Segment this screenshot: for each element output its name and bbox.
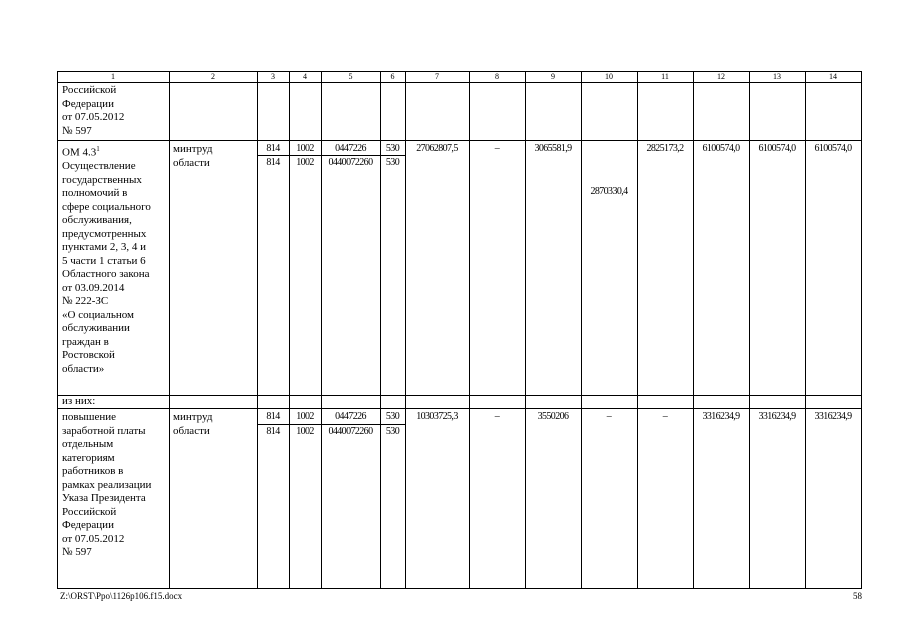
row-d-executor: [173, 411, 257, 438]
header-col-11: 11: [661, 72, 669, 81]
row-b-c12: 6100574,0: [702, 143, 740, 154]
row-a-line: Российской: [62, 84, 117, 96]
row-d-c6-1: 530: [385, 411, 400, 422]
row-d-c4-1: 1002: [296, 411, 314, 422]
row-b-line: сфере социального: [62, 200, 151, 213]
row-b-line: полномочий в: [62, 187, 128, 200]
header-col-13: 13: [773, 72, 781, 81]
row-c-bottom-border: [57, 408, 862, 409]
row-d-c5-1: 0447226: [335, 411, 366, 422]
row-b-line: 5 части 1 статьи 6: [62, 254, 146, 267]
row-b-line: от 03.09.2014: [62, 281, 125, 294]
header-col-14: 14: [829, 72, 837, 81]
row-a-bottom-border: [57, 140, 862, 141]
header-col-9: 9: [551, 72, 555, 81]
row-b-line: государственных: [62, 173, 142, 186]
row-b-c3-2: 814: [266, 157, 280, 168]
row-b-c6-1: 530: [385, 143, 400, 154]
row-b-line: пунктами 2, 3, 4 и: [62, 241, 147, 254]
header-col-4: 4: [303, 72, 307, 81]
row-b-c8: –: [494, 143, 500, 154]
row-d-c3-2: 814: [266, 426, 280, 437]
row-b-line: области»: [62, 362, 105, 375]
row-b-line: Осуществление: [62, 160, 136, 173]
footer-file-path: Z:\ORST\Ppo\1126p106.f15.docx: [60, 591, 183, 601]
row-b-c4-1: 1002: [296, 143, 314, 154]
row-d-line: № 597: [62, 546, 92, 558]
table-bottom-border: [57, 588, 862, 589]
row-d-c12: 3316234,9: [702, 411, 740, 422]
row-d-c9: 3550206: [537, 411, 569, 422]
row-b-line: Ростовской: [62, 349, 115, 362]
row-a-description: [62, 84, 168, 138]
row-b-c11: 2825173,2: [646, 143, 684, 154]
row-b-c13: 6100574,0: [758, 143, 796, 154]
executor-line: минтруд: [173, 411, 213, 423]
header-col-5: 5: [348, 72, 353, 81]
row-b-c7: 27062807,5: [416, 143, 458, 154]
header-col-6: 6: [390, 72, 395, 81]
row-b-c5-2: 0440072260: [328, 157, 373, 168]
row-b-line: обслуживании: [62, 322, 130, 335]
row-b-line: [62, 143, 168, 160]
header-col-8: 8: [495, 72, 499, 81]
row-b-line: граждан в: [62, 335, 109, 348]
row-d-line: Федерации: [62, 519, 114, 531]
header-col-1: 1: [111, 72, 115, 81]
row-d-line: категориям: [62, 451, 115, 464]
header-col-2: 2: [211, 72, 215, 81]
page-number: 58: [853, 591, 862, 601]
row-d-line: заработной платы: [62, 424, 146, 437]
row-d-c6-2: 530: [385, 426, 400, 437]
row-b-c5-1: 0447226: [335, 143, 366, 154]
col-border-1: [169, 71, 170, 589]
col-border-0: [57, 71, 58, 589]
row-d-line: работников в: [62, 465, 124, 477]
row-d-c5-2: 0440072260: [328, 426, 373, 437]
header-col-7: 7: [435, 72, 439, 81]
row-b-line: обслуживания,: [62, 214, 132, 227]
footnote-mark: 1: [96, 145, 100, 153]
row-d-subrow-divider: [257, 424, 405, 425]
row-d-line: повышение: [62, 411, 116, 423]
row-b-c4-2: 1002: [296, 157, 314, 168]
row-b-executor: [173, 143, 257, 170]
header-col-10: 10: [605, 72, 613, 81]
row-b-c3-1: 814: [266, 143, 280, 154]
row-d-c11: –: [662, 411, 668, 422]
row-c-line: из них:: [62, 395, 96, 407]
row-d-line: от 07.05.2012: [62, 532, 125, 545]
row-d-line: Российской: [62, 505, 117, 518]
executor-line: минтруд: [173, 143, 213, 155]
row-a-line: от 07.05.2012: [62, 111, 125, 123]
row-d-c14: 3316234,9: [814, 411, 852, 422]
row-d-c10: –: [606, 411, 612, 422]
executor-line: области: [173, 156, 210, 169]
header-col-3: 3: [271, 72, 275, 81]
row-b-subrow-divider: [257, 155, 405, 156]
row-b-c6-2: 530: [385, 157, 400, 168]
row-d-c13: 3316234,9: [758, 411, 796, 422]
row-d-line: Указа Президента: [62, 492, 146, 504]
header-bottom-border: [57, 82, 862, 83]
header-col-12: 12: [717, 72, 725, 81]
row-b-bottom-border: [57, 395, 862, 396]
row-b-line: № 222-ЗС: [62, 295, 109, 308]
row-d-description: [62, 411, 168, 560]
row-b-description: [62, 143, 168, 376]
col-border-14: [861, 71, 862, 589]
col-border-9: [581, 71, 582, 589]
row-a-line: Федерации: [62, 97, 114, 110]
row-d-c8: –: [494, 411, 500, 422]
row-d-c4-2: 1002: [296, 426, 314, 437]
executor-line: области: [173, 424, 210, 437]
row-b-c10: 2870330,4: [590, 186, 628, 197]
row-d-c7: 10303725,3: [416, 411, 458, 422]
row-c-description: [62, 395, 168, 409]
row-b-line: Областного закона: [62, 268, 150, 281]
row-b-line: «О социальном: [62, 308, 134, 321]
row-b-c9: 3065581,9: [534, 143, 572, 154]
row-a-line: № 597: [62, 124, 92, 137]
row-b-title: ОМ 4.3: [62, 146, 97, 159]
row-d-line: отдельным: [62, 438, 114, 450]
row-d-line: рамках реализации: [62, 478, 152, 491]
row-d-c3-1: 814: [266, 411, 280, 422]
row-b-line: предусмотренных: [62, 227, 147, 240]
row-b-c14: 6100574,0: [814, 143, 852, 154]
